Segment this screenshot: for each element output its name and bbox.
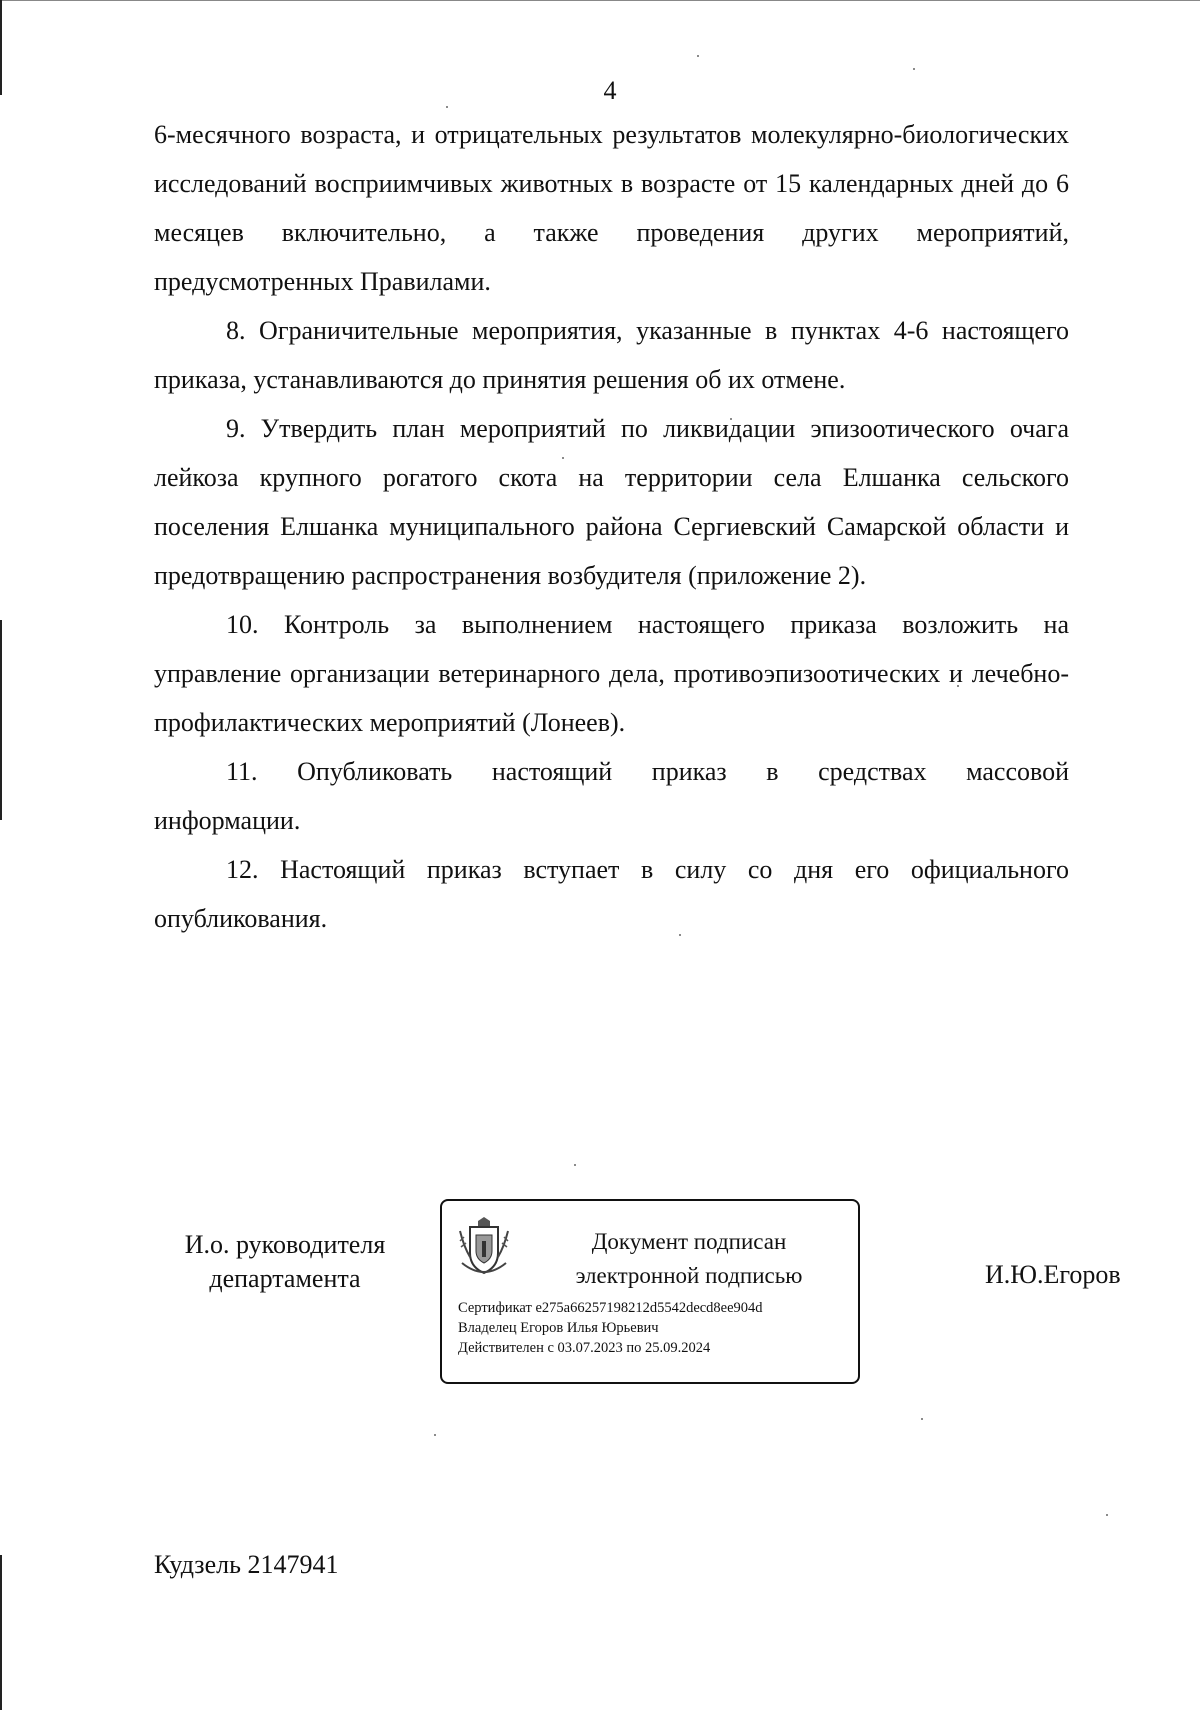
signature-heading-line-1: Документ подписан [591,1229,787,1254]
certificate-validity: Действителен с 03.07.2023 по 25.09.2024 [458,1340,711,1356]
paragraph-continuation: 6-месячного возраста, и отрицательных результатов молекулярно-биологических исследований восприимчивых животных в возрасте от 15 календарных дней до 6 месяцев включительно, а также проведения других мероприятий, предусмотренных Правилами. [154,120,1069,296]
page-number: 4 [603,76,617,105]
paragraph-11-line-2: информации. [154,806,301,835]
scan-speck [697,55,699,57]
coat-of-arms-icon [456,1217,512,1281]
scan-edge-left [0,620,2,820]
scan-speck [913,68,915,70]
certificate-number: Сертификат e275a66257198212d5542decd8ee904d [458,1300,763,1316]
signer-position-line-2: департамента [209,1264,361,1293]
signer-name: И.Ю.Егоров [985,1260,1121,1289]
signature-details [458,1298,853,1358]
signer-position [160,1228,410,1296]
paragraph-8: 8. Ограничительные мероприятия, указанные в пунктах 4-6 настоящего приказа, устанавливаются до принятия решения об их отмене. [154,316,1069,394]
scan-speck [434,1434,436,1436]
certificate-owner: Владелец Егоров Илья Юрьевич [458,1320,659,1336]
document-body [154,110,1069,943]
paragraph-12: 12. Настоящий приказ вступает в силу со дня его официального опубликования. [154,855,1069,933]
scan-speck [574,1164,576,1166]
paragraph-11-line-1: 11. Опубликовать настоящий приказ в средствах массовой [226,757,1069,786]
electronic-signature-stamp [440,1199,860,1384]
scan-speck [921,1418,923,1420]
signature-heading [524,1225,854,1293]
scan-edge-top [0,0,1200,1]
scan-edge-left [0,1555,2,1710]
paragraph-9: 9. Утвердить план мероприятий по ликвидации эпизоотического очага лейкоза крупного рогатого скота на территории села Елшанка сельского поселения Елшанка муниципального района Сергиевский Самарской области и предотвращению распространения возбудителя (приложение 2). [154,414,1069,590]
signature-heading-line-2: электронной подписью [575,1263,803,1288]
signer-position-line-1: И.о. руководителя [184,1230,386,1259]
scan-speck [446,106,448,108]
executor-info: Кудзель 2147941 [154,1550,339,1579]
scan-speck [1106,1514,1108,1516]
paragraph-10: 10. Контроль за выполнением настоящего приказа возложить на управление организации ветеринарного дела, противоэпизоотических и лечебно-профилактических мероприятий (Лонеев). [154,610,1069,737]
